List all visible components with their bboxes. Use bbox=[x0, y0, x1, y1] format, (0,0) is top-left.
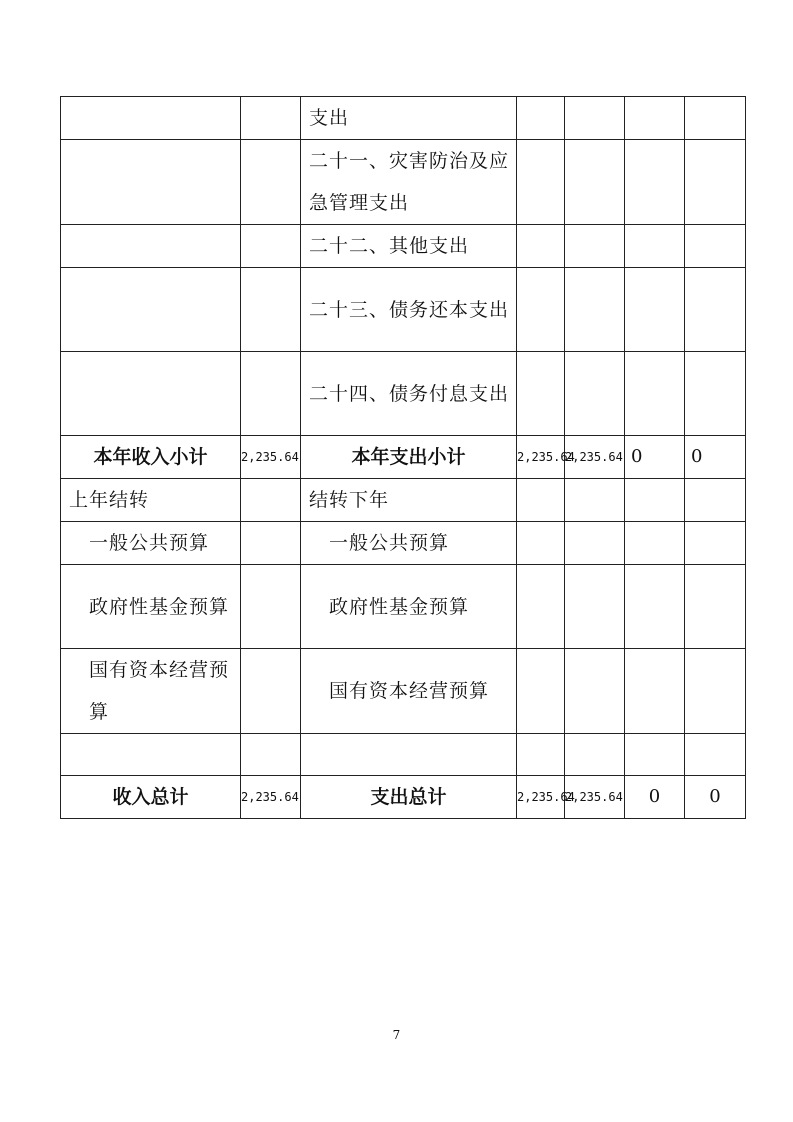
table-row bbox=[61, 522, 746, 565]
expense-total-amount: 2,235.64 bbox=[517, 776, 565, 819]
expense-subtotal-label: 本年支出小计 bbox=[301, 436, 517, 479]
income-total-label: 收入总计 bbox=[61, 776, 241, 819]
state-capital-budget-expense: 国有资本经营预算 bbox=[301, 649, 517, 734]
expense-total-label: 支出总计 bbox=[301, 776, 517, 819]
total-row bbox=[61, 776, 746, 819]
general-budget-expense: 一般公共预算 bbox=[301, 522, 517, 565]
table-row bbox=[61, 479, 746, 522]
expense-item-label: 二十三、债务还本支出 bbox=[301, 268, 517, 352]
table-row bbox=[61, 352, 746, 436]
table-row bbox=[61, 565, 746, 649]
income-total-amount: 2,235.64 bbox=[241, 776, 301, 819]
income-subtotal-amount: 2,235.64 bbox=[241, 436, 301, 479]
total-col7: 0 bbox=[685, 776, 746, 819]
table-row bbox=[61, 734, 746, 776]
expense-item-label: 二十二、其他支出 bbox=[301, 225, 517, 268]
expense-total-amount-2: 2,235.64 bbox=[565, 776, 625, 819]
page-number: 7 bbox=[392, 1028, 401, 1042]
table-row bbox=[61, 649, 746, 734]
table-row bbox=[61, 268, 746, 352]
expense-item-label: 二十四、债务付息支出 bbox=[301, 352, 517, 436]
fund-budget-income: 政府性基金预算 bbox=[61, 565, 241, 649]
carryover-income-label: 上年结转 bbox=[61, 479, 241, 522]
general-budget-income: 一般公共预算 bbox=[61, 522, 241, 565]
fund-budget-expense: 政府性基金预算 bbox=[301, 565, 517, 649]
table-row bbox=[61, 97, 746, 140]
carryover-expense-label: 结转下年 bbox=[301, 479, 517, 522]
state-capital-budget-income: 国有资本经营预算 bbox=[61, 649, 241, 734]
expense-item-label: 支出 bbox=[301, 97, 517, 140]
subtotal-col7: 0 bbox=[685, 436, 746, 479]
expense-item-label: 二十一、灾害防治及应急管理支出 bbox=[301, 140, 517, 225]
budget-table bbox=[60, 96, 746, 819]
subtotal-row bbox=[61, 436, 746, 479]
subtotal-col6: 0 bbox=[625, 436, 685, 479]
expense-subtotal-amount-2: 2,235.64 bbox=[565, 436, 625, 479]
expense-subtotal-amount: 2,235.64 bbox=[517, 436, 565, 479]
table-row bbox=[61, 225, 746, 268]
table-row bbox=[61, 140, 746, 225]
income-subtotal-label: 本年收入小计 bbox=[61, 436, 241, 479]
total-col6: 0 bbox=[625, 776, 685, 819]
